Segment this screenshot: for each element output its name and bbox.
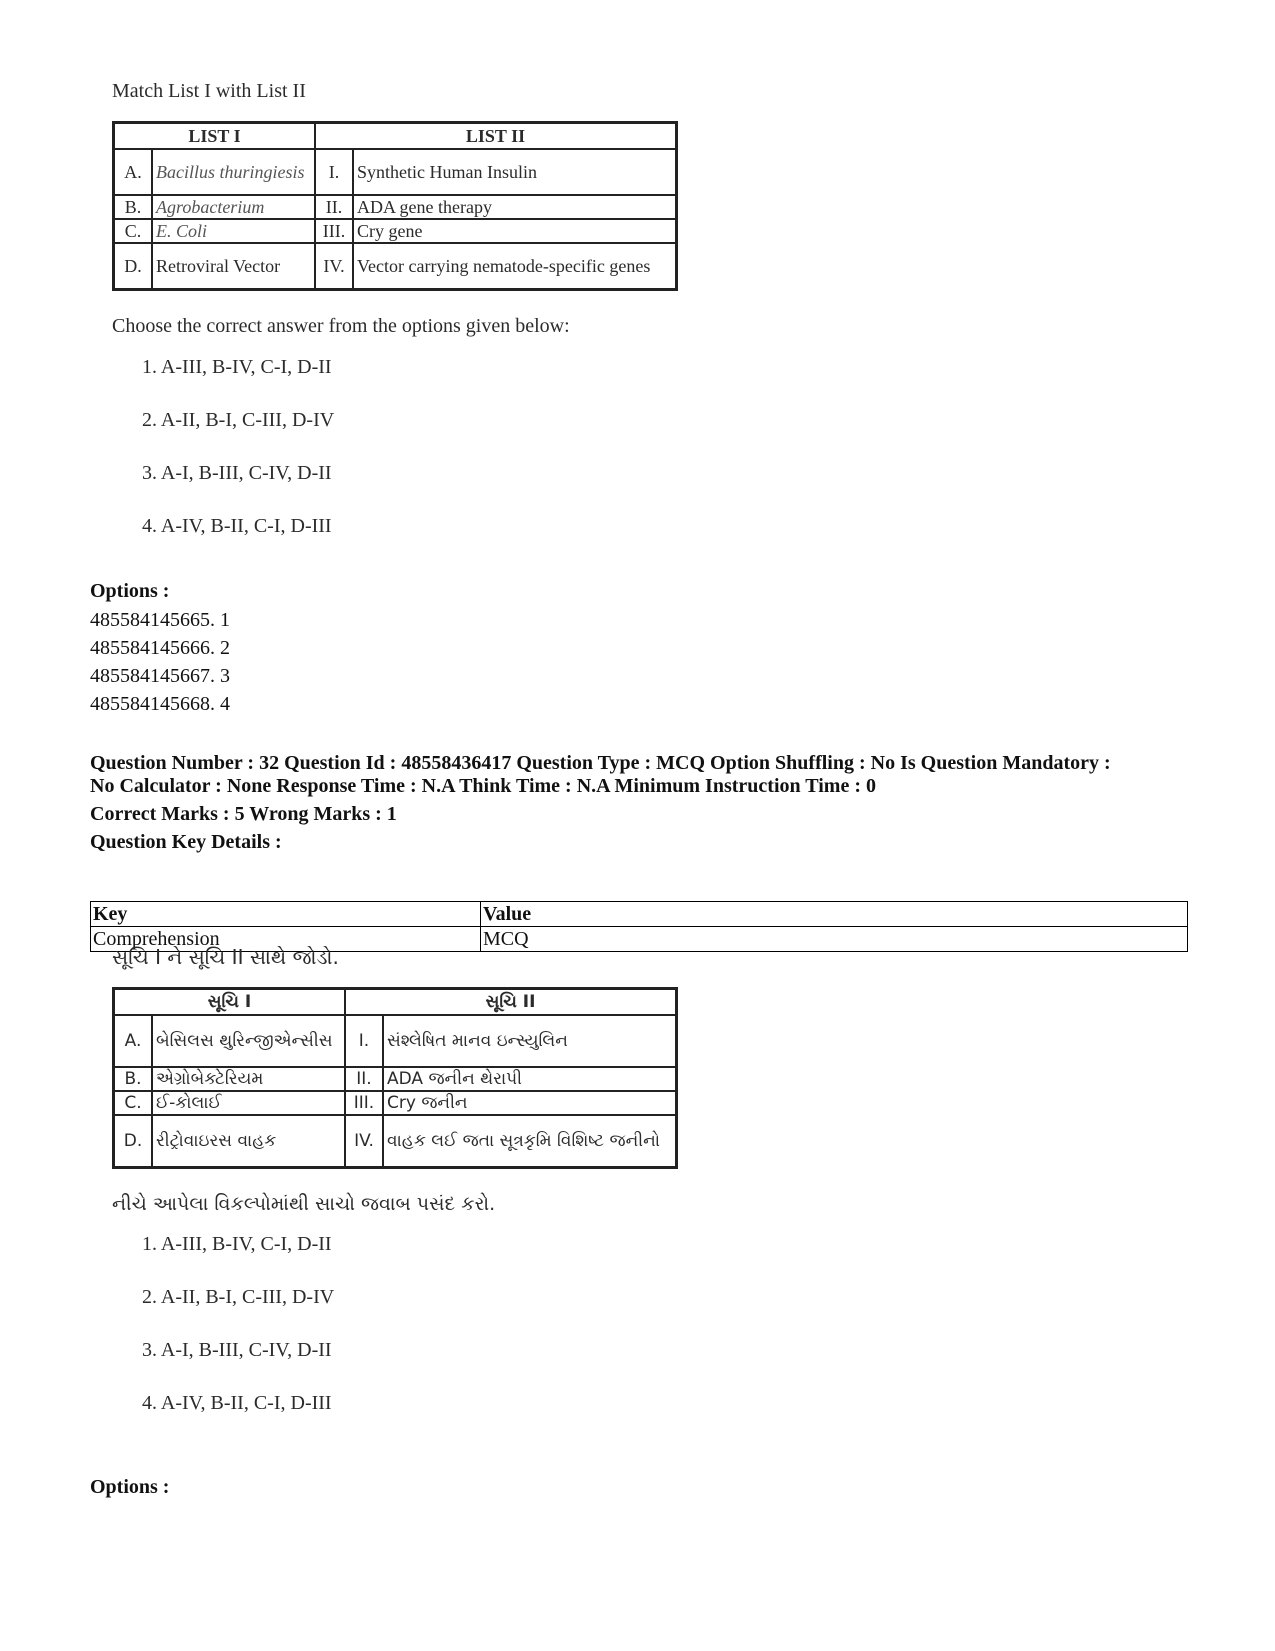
choose-instruction: Choose the correct answer from the options given below:	[112, 314, 570, 337]
question-meta	[90, 752, 1190, 854]
row-roman: I.	[315, 149, 353, 195]
value-cell: MCQ	[481, 927, 1188, 952]
row-item: એગ્રોબેક્ટેરિયમ	[152, 1067, 345, 1091]
table-row	[114, 219, 677, 243]
row-item: Bacillus thuringiesis	[152, 149, 315, 195]
row-match: વાહક લઈ જતા સૂત્રકૃમિ વિશિષ્ટ જનીનો	[383, 1115, 677, 1167]
answer-choice: 4. A-IV, B-II, C-I, D-III	[142, 1391, 332, 1414]
row-letter: D.	[114, 243, 153, 289]
question-image-english	[112, 80, 678, 568]
answer-choice: 4. A-IV, B-II, C-I, D-III	[142, 514, 332, 537]
table-row	[114, 1015, 677, 1067]
answer-choice: 1. A-III, B-IV, C-I, D-II	[142, 1232, 332, 1255]
answer-choice: 3. A-I, B-III, C-IV, D-II	[142, 461, 332, 484]
row-item: Agrobacterium	[152, 195, 315, 219]
row-letter: B.	[114, 195, 153, 219]
question-heading: Match List I with List II	[112, 80, 306, 102]
row-match: સંશ્લેષિત માનવ ઇન્સ્યુલિન	[383, 1015, 677, 1067]
row-item: રીટ્રોવાઇરસ વાહક	[152, 1115, 345, 1167]
match-table	[112, 121, 678, 291]
answer-choices	[142, 356, 678, 568]
row-roman: III.	[315, 219, 353, 243]
key-details-title: Question Key Details :	[90, 831, 282, 853]
answer-choice: 3. A-I, B-III, C-IV, D-II	[142, 1338, 332, 1361]
row-item: ઈ-કોલાઈ	[152, 1091, 345, 1115]
row-letter: A.	[114, 149, 153, 195]
table-row	[114, 1091, 677, 1115]
row-match: Cry જનીન	[383, 1091, 677, 1115]
row-roman: I.	[345, 1015, 383, 1067]
option-item: 485584145667. 3	[90, 665, 230, 687]
row-match: Synthetic Human Insulin	[353, 149, 677, 195]
marks-line: Correct Marks : 5 Wrong Marks : 1	[90, 803, 397, 825]
options-list	[90, 606, 230, 718]
row-roman: IV.	[315, 243, 353, 289]
answer-choice: 2. A-II, B-I, C-III, D-IV	[142, 408, 335, 431]
row-item: Retroviral Vector	[152, 243, 315, 289]
row-match: Vector carrying nematode-specific genes	[353, 243, 677, 289]
row-roman: II.	[345, 1067, 383, 1091]
list2-header: LIST II	[315, 123, 677, 150]
row-match: ADA જનીન થેરાપી	[383, 1067, 677, 1091]
row-item: E. Coli	[152, 219, 315, 243]
option-item: 485584145665. 1	[90, 609, 230, 631]
meta-line-1: Question Number : 32 Question Id : 48558436417 Question Type : MCQ Option Shuffling : No Is Question Mandatory :	[90, 752, 1111, 774]
value-header: Value	[481, 902, 1188, 927]
table-row	[114, 149, 677, 195]
question-heading: સૂચિ I ને સૂચિ II સાથે જોડો.	[112, 945, 339, 969]
row-match: ADA gene therapy	[353, 195, 677, 219]
choose-instruction: નીચે આપેલા વિકલ્પોમાંથી સાચો જવાબ પસંદ કરો.	[112, 1192, 496, 1215]
question-image-gujarati	[112, 945, 678, 1445]
table-row	[114, 243, 677, 289]
table-row	[114, 1067, 677, 1091]
option-item: 485584145668. 4	[90, 693, 230, 715]
key-cell: Comprehension	[91, 927, 481, 952]
answer-choices	[142, 1233, 678, 1445]
row-letter: A.	[114, 1015, 153, 1067]
answer-choice: 2. A-II, B-I, C-III, D-IV	[142, 1285, 335, 1308]
row-roman: III.	[345, 1091, 383, 1115]
row-letter: B.	[114, 1067, 153, 1091]
row-item: બેસિલસ થુરિન્જીએન્સીસ	[152, 1015, 345, 1067]
options-title: Options :	[90, 580, 170, 602]
row-roman: II.	[315, 195, 353, 219]
table-row	[114, 195, 677, 219]
answer-choice: 1. A-III, B-IV, C-I, D-II	[142, 355, 332, 378]
list2-header: સૂચિ II	[345, 989, 677, 1016]
row-letter: C.	[114, 1091, 153, 1115]
list1-header: સૂચિ I	[114, 989, 346, 1016]
row-letter: C.	[114, 219, 153, 243]
row-roman: IV.	[345, 1115, 383, 1167]
option-item: 485584145666. 2	[90, 637, 230, 659]
key-header: Key	[91, 902, 481, 927]
list1-header: LIST I	[114, 123, 316, 150]
meta-line-2: No Calculator : None Response Time : N.A Think Time : N.A Minimum Instruction Time : 0	[90, 775, 876, 797]
match-table	[112, 987, 678, 1169]
row-letter: D.	[114, 1115, 153, 1167]
table-row	[114, 1115, 677, 1167]
options-title: Options :	[90, 1476, 170, 1498]
row-match: Cry gene	[353, 219, 677, 243]
